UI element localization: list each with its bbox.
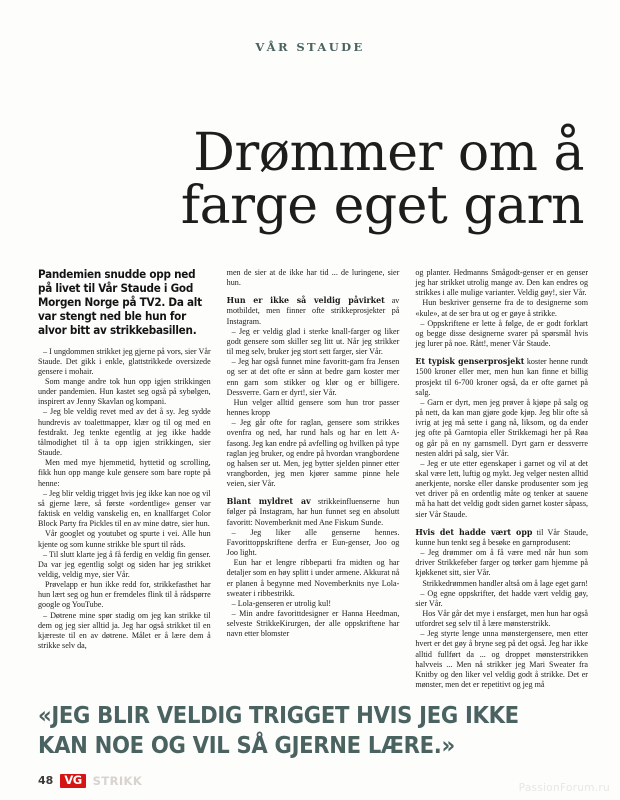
page-headline bbox=[40, 123, 584, 237]
paragraph: – Til slutt klarte jeg å få ferdig en veldig fin genser. Da var jeg egentlig solgt og siden har jeg strikket veldig, veldig mye, sier Vår. bbox=[38, 549, 211, 579]
pull-quote-line-1: «JEG BLIR VELDIG TRIGGET HVIS JEG IKKE bbox=[38, 701, 519, 729]
paragraph: Vår googlet og youtubet og spurte i vei. Alle hun kjente og som kunne strikke ble spurt til råds. bbox=[38, 529, 211, 549]
pull-quote-line-2: KAN NOE OG VIL SÅ GJERNE LÆRE.» bbox=[38, 731, 455, 760]
paragraph-gap bbox=[227, 489, 400, 497]
paragraph: – Jeg blir veldig trigget hvis jeg ikke kan noe og vil så gjerne lære, så første «ordentlige» genser var faktisk en veldig vanskelig en, en knallfarget Color Block Party fra Pickles til en av mine døtre, sier hun. bbox=[38, 488, 211, 529]
lead-in-text: Hun er ikke så veldig påvirket bbox=[226, 296, 385, 306]
paragraph: – Jeg er ute etter egenskaper i garnet og vil at det skal være lett, luftig og mykt. Jeg velger nesten alltid anerkjente, norske eller danske produsenter som jeg vet driver på en ordentlig måte og tenker at sauene må ha hatt det veldig godt siden garnet koster såpass, sier Vår Staude. bbox=[415, 458, 589, 519]
paragraph-gap bbox=[415, 349, 588, 357]
lead-in-text: Et typisk genserprosjekt bbox=[415, 357, 525, 367]
paragraph: Hun beskriver genserne fra de to designerne som «kule», at de ser bra ut og er gøye å strikke. bbox=[415, 298, 589, 318]
paragraph: Men med mye hjemmetid, hyttetid og scrolling, fikk hun opp mange kule gensere som bare ropte på henne: bbox=[38, 458, 211, 488]
page-footer bbox=[38, 774, 142, 789]
headline-line-1: Drømmer om å bbox=[193, 123, 584, 183]
paragraph: – Jeg styrte lenge unna mønstergensere, men etter hvert er det gøy å bryne seg på det også. Jeg har ikke alltid fullført da ... og droppet mønsterstrikken halvveis ... Men nå strikker jeg Mari Sweater fra Knitby og den liker vel veldig godt å strikke. Det er mønster, men det er repetitivt og jeg må bbox=[415, 629, 589, 690]
paragraph: – Jeg ble veldig revet med av det å sy. Jeg sydde hundrevis av toalettmapper, klær og til og med en festdrakt. Jeg tenkte egentlig at jeg ikke hadde tålmodighet til å ta opp igjen strikkingen, sier Staude. bbox=[38, 407, 211, 458]
paragraph: men de sier at de ikke har tid ... de luringene, sier hun. bbox=[226, 268, 400, 288]
page-number: 48 bbox=[38, 774, 54, 788]
paragraph-with-lead-in bbox=[415, 528, 588, 548]
running-head: VÅR STAUDE bbox=[255, 40, 365, 54]
paragraph-with-lead-in bbox=[415, 357, 588, 398]
article-column-2 bbox=[227, 268, 400, 690]
lead-in-continuation: til Vår Staude, kunne hun tenkt seg å besøke en garnprodusent: bbox=[415, 527, 589, 547]
paragraph-with-lead-in bbox=[227, 497, 400, 527]
paragraph: – Jeg går ofte for raglan, gensere som strikkes ovenfra og ned, har rund hals og har en lett A-fasong. Jeg kan endre på avfelling og hvilken på type raglan jeg bruker, og endre på hvordan vrangbordene og halsen ser ut. Men, jeg bytter sjelden pinner etter vrangborden, jeg men kjører samme pinne hele veien, sier Vår. bbox=[226, 418, 400, 489]
lead-in-continuation: av motbildet, men finner ofte strikkeprosjekter på Instagram. bbox=[226, 296, 400, 326]
paragraph: – Min andre favorittdesigner er Hanna Heedman, selveste StrikkeKirurgen, der alle oppskriftene har navn etter blomster bbox=[226, 609, 400, 639]
lead-in-text: Hvis det hadde vært opp bbox=[415, 527, 533, 537]
paragraph: Som mange andre tok hun opp igjen strikkingen under pandemien. Hun kastet seg også på sybølgen, inspirert av Jenny Skavlan og kompani. bbox=[38, 377, 211, 407]
watermark: PassionForum.ru bbox=[518, 782, 610, 794]
paragraph-gap bbox=[415, 520, 588, 528]
paragraph: – I ungdommen strikket jeg gjerne på vors, sier Vår Staude. Det gikk i enkle, glattstrikkede oversizede gensere i mohair. bbox=[38, 346, 211, 376]
paragraph: – Garn er dyrt, men jeg prøver å kjøpe på salg og på nett, da kan man gjøre gode kjøp. Jeg blir ofte så ivrig at jeg må sette i gang nå, liksom, og da ender jeg ofte på Garntopia eller Strikkemagi her på Røa og går på en ny garnsmell. Dyrt garn er dessverre nesten aldri på salg, sier Vår. bbox=[415, 397, 589, 458]
paragraph: Eun har et lengre ribbeparti fra midten og har detaljer som en høy splitt i under armene. Akkurat nå er planen å begynne med Novemberknits nye Lola-sweater i ribbestrikk. bbox=[226, 558, 400, 598]
lead-in-text: Blant myldret av bbox=[226, 497, 311, 507]
lead-in-continuation: koster henne rundt 1500 kroner eller mer, men hun kan finne et billig prosjekt til 6-700 kroner også, da er ofte garnet på salg. bbox=[415, 357, 589, 397]
paragraph: – Jeg har også funnet mine favoritt-garn fra Jensen og ser at det ofte er sånn at bedre garn koster mer enn garn som stikker og klør og er billigere. Dessverre. Garn er dyrt!, sier Vår. bbox=[226, 357, 400, 397]
section-name: STRIKK bbox=[92, 773, 143, 788]
lead-in-continuation: strikkeinfluenserne hun følger på Instagram, har hun funnet seg en absolutt favoritt: Novemberknit med Ane Fiskum Sunde. bbox=[226, 497, 400, 527]
paragraph: Strikkedrømmen handler altså om å lage eget garn! bbox=[422, 578, 588, 588]
article-column-1 bbox=[38, 268, 211, 690]
paragraph: – Døtrene mine spør stadig om jeg kan strikke til dem og jeg sier alltid ja. Jeg har også strikket til en kjæreste til en av døtrene. Målet er å lære dem å strikke selv da, bbox=[38, 610, 211, 651]
article-body bbox=[38, 268, 588, 690]
article-deck: Pandemien snudde opp ned på livet til Vår Staude i God Morgen Norge på TV2. Da alt var stengt ned ble hun for alvor bitt av strikkebasillen. bbox=[38, 267, 202, 337]
paragraph: – Og egne oppskrifter, det hadde vært veldig gøy, sier Vår. bbox=[415, 588, 589, 608]
paragraph-with-lead-in bbox=[227, 296, 400, 326]
paragraph: Hos Vår går det mye i ensfarget, men hun har også utfordret seg selv til å lære mønsterstrikk. bbox=[415, 609, 589, 629]
pull-quote bbox=[38, 700, 519, 760]
paragraph: Hun velger alltid gensere som hun tror passer hennes kropp bbox=[226, 397, 400, 418]
article-column-3 bbox=[415, 268, 588, 690]
paragraph: – Jeg drømmer om å få være med når hun som driver Strikkefeber farger og tørker garn hjemme på kjøkkenet sitt, sier Vår. bbox=[415, 548, 589, 578]
paragraph: og planter. Hedmanns Smågodt-genser er en genser jeg har strikket utrolig mange av. Den kan endres og strikkes i alle mulige varianter. Veldig gøy!, sier Vår. bbox=[415, 268, 589, 298]
headline-line-2: farge eget garn bbox=[180, 176, 584, 237]
paragraph: – Lola-genseren er utrolig kul! bbox=[231, 598, 332, 608]
paragraph: – Jeg er veldig glad i sterke knall-farger og liker godt gensere som skiller seg litt ut. Når jeg strikker til meg selv, bruker jeg stort sett farger, sier Vår. bbox=[226, 326, 400, 357]
vg-logo: VG bbox=[60, 774, 85, 789]
paragraph: Prøvelapp er hun ikke redd for, strikkefasthet har hun lært seg og hun er fremdeles flink til å rådspørre google og YouTube. bbox=[38, 580, 211, 610]
paragraph: – Oppskriftene er lette å følge, de er godt forklart og begge disse designerne svarer på spørsmål hvis jeg lurer på noe. Rått!, mener Vår Staude. bbox=[415, 318, 589, 349]
paragraph-gap bbox=[227, 288, 400, 296]
paragraph: – Jeg liker alle genserne hennes. Favorittoppskriftene derfra er Eun-genser, Joo og Joo light. bbox=[226, 527, 400, 558]
